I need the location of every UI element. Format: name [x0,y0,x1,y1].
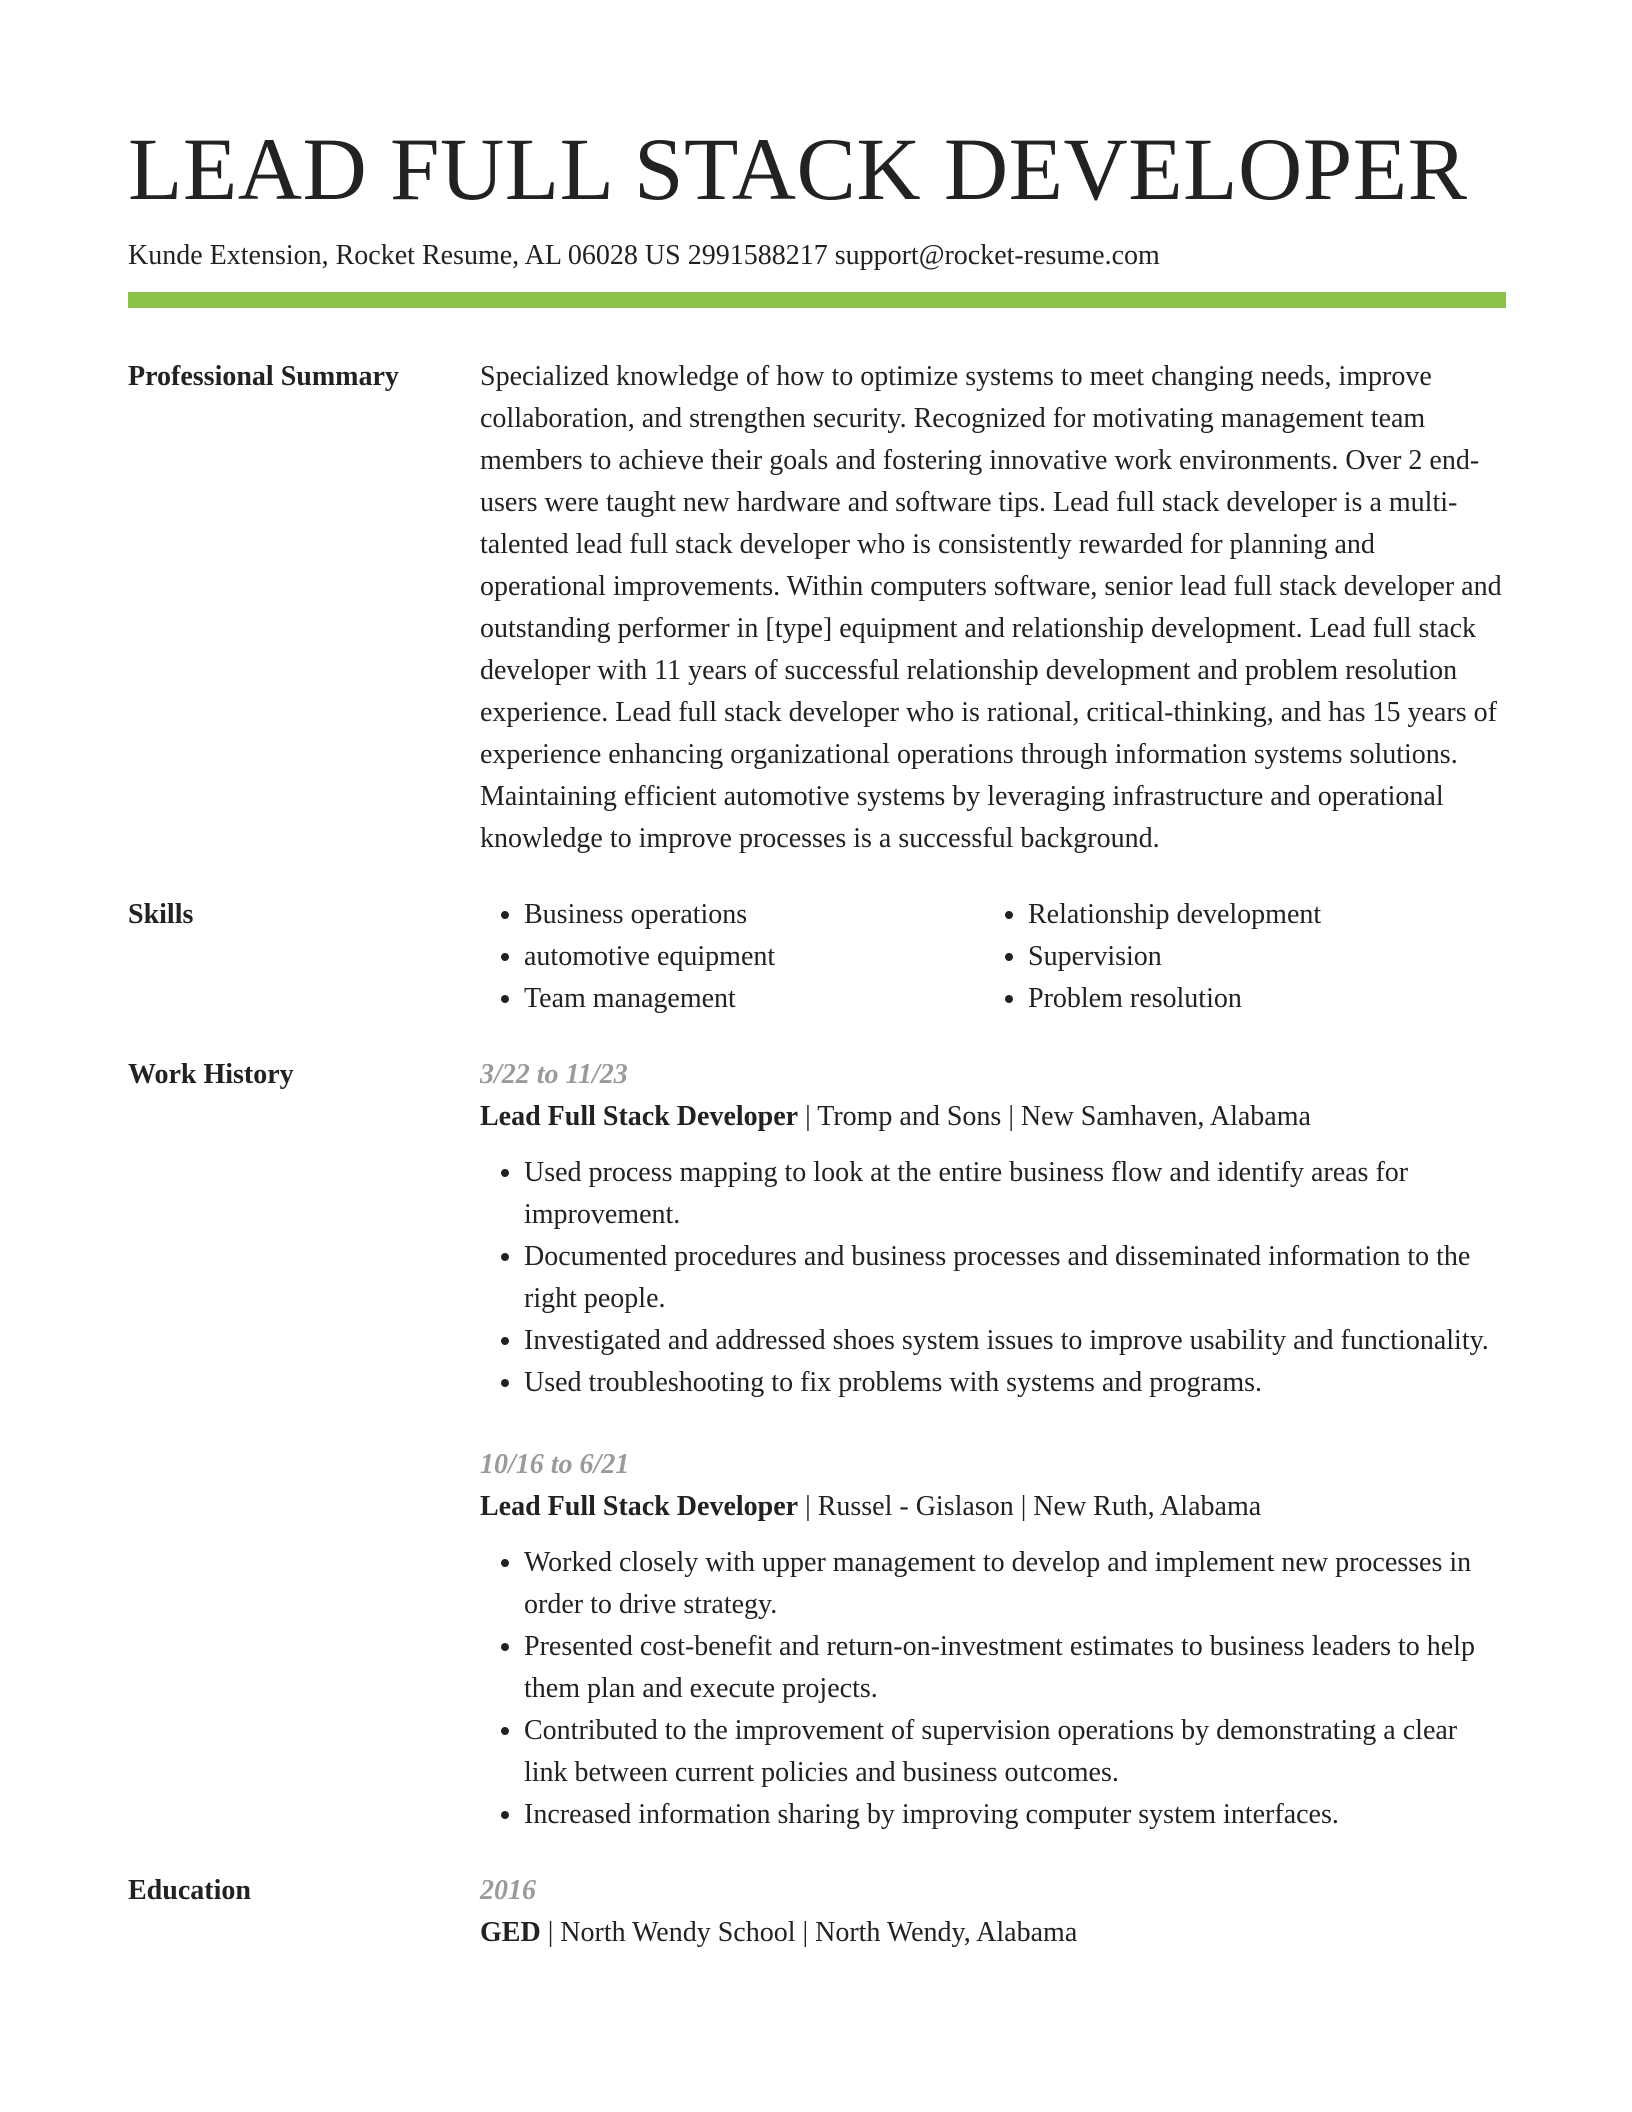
summary-heading: Professional Summary [128,361,399,392]
candidate-title: LEAD FULL STACK DEVELOPER [128,121,1468,219]
job-bullet: • Investigated and addressed shoes system issues to improve usability and functionality. [524,1320,1506,1362]
job-entry [480,1444,1506,1836]
work-history-heading: Work History [128,1059,294,1090]
job-bullet: • Increased information sharing by improving computer system interfaces. [524,1794,1506,1836]
skill-item: • Business operations [524,894,984,936]
education-degree: GED [480,1917,541,1948]
header-divider [128,292,1506,308]
skills-body [480,894,1508,1020]
job-bullet: • Documented procedures and business processes and disseminated information to the right people. [524,1236,1506,1320]
skills-grid [480,894,1508,1020]
contact-address: Kunde Extension, Rocket Resume, AL 06028 US [128,240,681,271]
contact-line [128,238,1506,274]
job-bullet: • Contributed to the improvement of supervision operations by demonstrating a clear link between current policies and business outcomes. [524,1710,1506,1794]
skill-item: • Team management [524,978,984,1020]
education-heading: Education [128,1875,251,1906]
skill-item: • automotive equipment [524,936,984,978]
job-heading [480,1486,1506,1528]
education-body [480,1870,1506,1954]
job-bullet: • Used troubleshooting to fix problems with systems and programs. [524,1362,1506,1404]
skill-item: • Supervision [1028,936,1508,978]
job-bullets [480,1152,1506,1404]
job-entry [480,1054,1506,1404]
education-section [128,1870,1506,1954]
skills-heading: Skills [128,899,194,930]
job-bullet: • Worked closely with upper management to develop and implement new processes in order to drive strategy. [524,1542,1506,1626]
education-line [480,1912,1506,1954]
job-role: Lead Full Stack Developer [480,1101,799,1132]
job-dates: 3/22 to 11/23 [480,1059,628,1090]
job-dates: 10/16 to 6/21 [480,1449,630,1480]
contact-email: support@rocket-resume.com [834,240,1160,271]
education-year: 2016 [480,1875,536,1906]
summary-text: Specialized knowledge of how to optimize systems to meet changing needs, improve collaboration, and strengthen security. Recognized for motivating management team members to achieve their goals and fostering innovative work environments. Over 2 end-users were taught new hardware and software tips. Lead full stack developer is a multi-talented lead full stack developer who is consistently rewarded for planning and operational improvements. Within computers software, senior lead full stack developer and outstanding performer in [type] equipment and relationship development. Lead full stack developer with 11 years of successful relationship development and problem resolution experience. Lead full stack developer who is rational, critical-thinking, and has 15 years of experience enhancing organizational operations through information systems solutions. Maintaining efficient automotive systems by leveraging infrastructure and operational knowledge to improve processes is a successful background. [480,361,1502,854]
contact-phone: 2991588217 [687,240,828,271]
job-bullet: • Presented cost-benefit and return-on-investment estimates to business leaders to help them plan and execute projects. [524,1626,1506,1710]
education-details: | North Wendy School | North Wendy, Alabama [540,1917,1078,1948]
job-bullets [480,1542,1506,1836]
job-heading [480,1096,1506,1138]
skills-list-right [984,894,1508,1020]
work-history-section [128,1054,1506,1836]
job-details: | Tromp and Sons | New Samhaven, Alabama [798,1101,1311,1132]
skill-item: • Relationship development [1028,894,1508,936]
skill-item: • Problem resolution [1028,978,1508,1020]
job-bullet: • Used process mapping to look at the entire business flow and identify areas for improvement. [524,1152,1506,1236]
job-role: Lead Full Stack Developer [480,1491,799,1522]
work-history-body [480,1054,1506,1836]
skills-list-left [480,894,984,1020]
summary-section [128,356,1506,860]
skills-section [128,894,1506,1020]
job-details: | Russel - Gislason | New Ruth, Alabama [798,1491,1262,1522]
